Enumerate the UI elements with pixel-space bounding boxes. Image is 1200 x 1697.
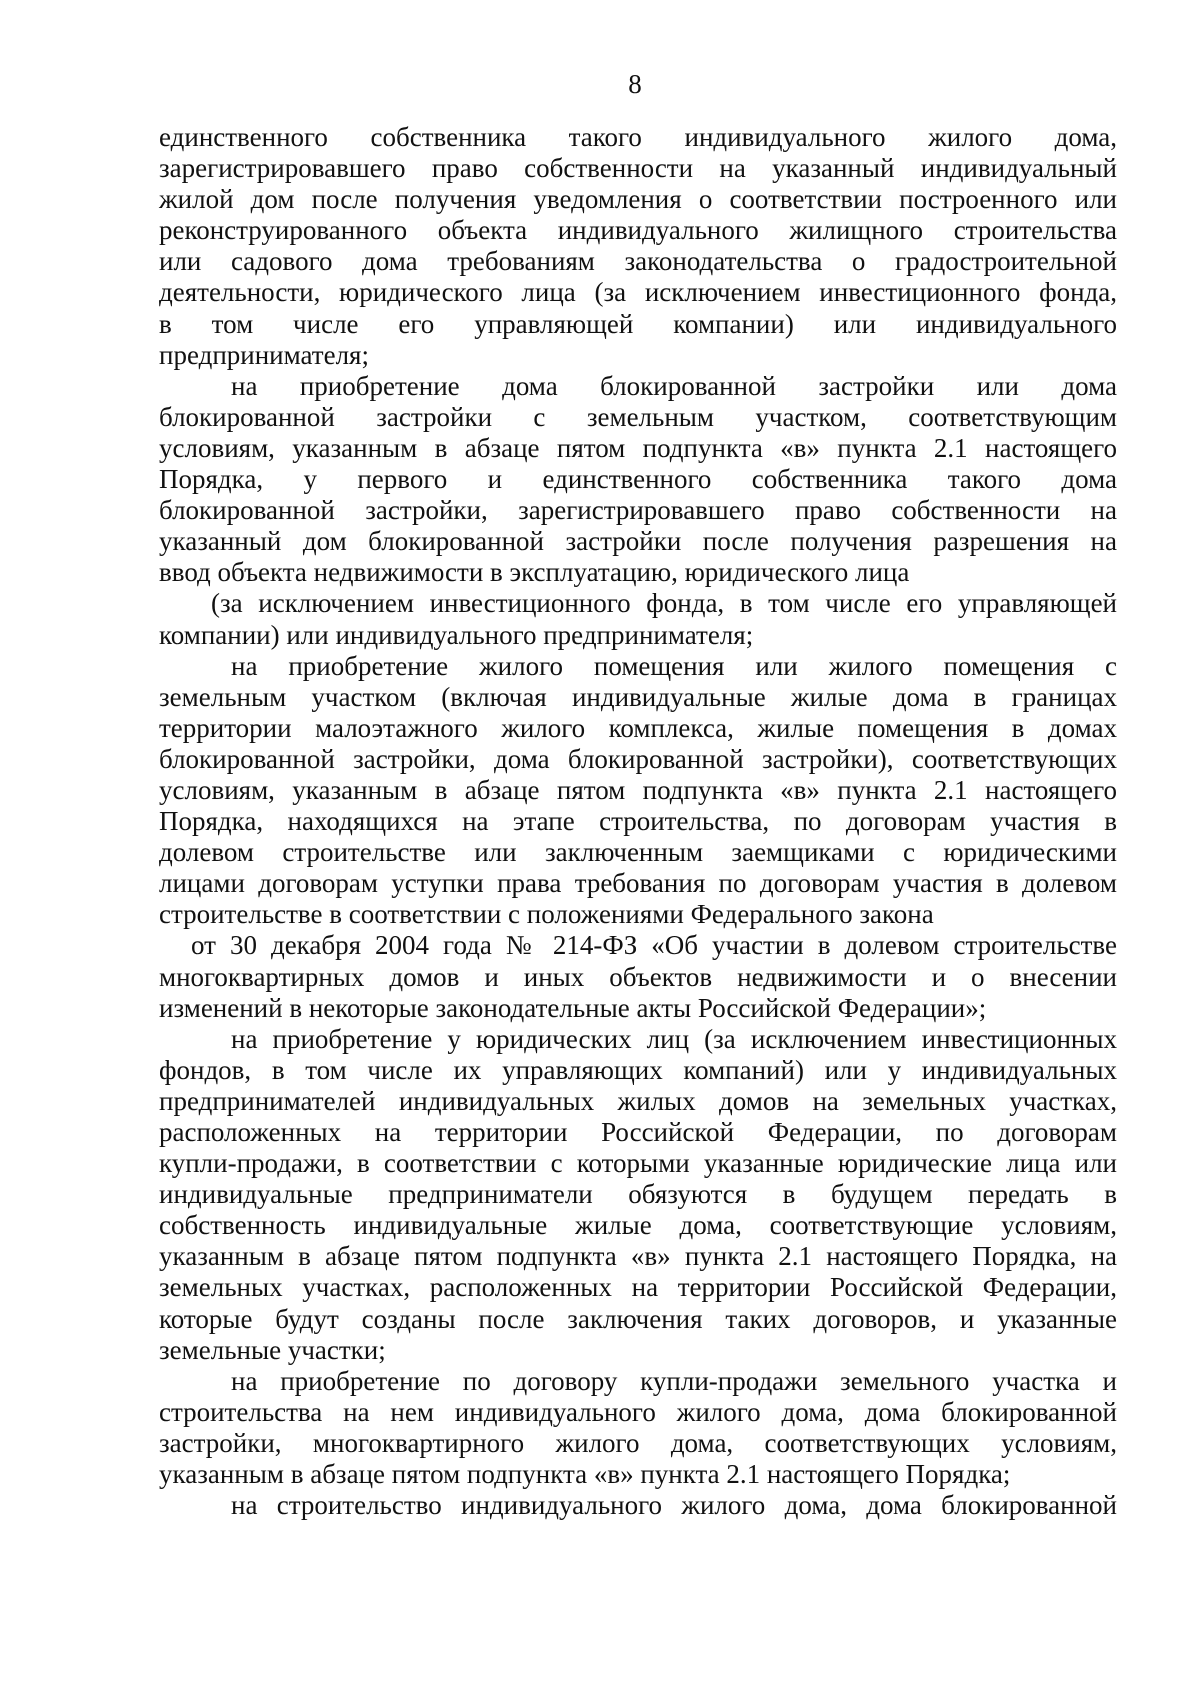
text-line: на строительство индивидуального жилого дома, дома блокированной — [231, 1490, 1117, 1521]
text-line: единственного собственника такого индивидуального жилого дома, — [159, 122, 1117, 152]
text-line: которые будут созданы после заключения таких договоров, и указанные — [159, 1303, 1117, 1334]
text-line: зарегистрировавшего право собственности на указанный индивидуальный — [159, 153, 1117, 184]
text-line: на приобретение жилого помещения или жилого помещения с — [231, 650, 1117, 681]
text-line: расположенных на территории Российской Федерации, по договорам — [159, 1117, 1117, 1147]
text-line: многоквартирных домов и иных объектов недвижимости и о внесении — [159, 961, 1117, 992]
text-line: строительстве в соответствии с положениями Федерального закона — [159, 899, 934, 930]
text-line: индивидуальные предприниматели обязуются в будущем передать в — [159, 1179, 1117, 1210]
text-line: на приобретение дома блокированной застройки или дома — [231, 370, 1117, 401]
text-line: указанный дом блокированной застройки после получения разрешения на — [159, 526, 1117, 557]
text-line: блокированной застройки с земельным участком, соответствующим — [159, 401, 1117, 432]
text-line: лицами договорам уступки права требования по договорам участия в долевом — [159, 868, 1117, 899]
text-line: земельным участком (включая индивидуальные жилые дома в границах — [159, 681, 1117, 712]
text-line: условиям, указанным в абзаце пятом подпункта «в» пункта 2.1 настоящего — [159, 774, 1117, 805]
text-line: на приобретение по договору купли-продажи земельного участка и — [231, 1365, 1117, 1396]
text-line: или садового дома требованиям законодательства о градостроительной — [159, 246, 1117, 277]
text-line: указанным в абзаце пятом подпункта «в» пункта 2.1 настоящего Порядка; — [159, 1459, 1011, 1490]
text-line: территории малоэтажного жилого комплекса, жилые помещения в домах — [159, 712, 1117, 743]
text-line: компании) или индивидуального предпринимателя; — [159, 619, 754, 650]
text-line: (за исключением инвестиционного фонда, в том числе его управляющей — [211, 588, 1117, 619]
text-line: в том числе его управляющей компании) или индивидуального — [159, 308, 1117, 339]
text-line: указанным в абзаце пятом подпункта «в» пункта 2.1 настоящего Порядка, на — [159, 1241, 1117, 1272]
text-line: земельных участках, расположенных на территории Российской Федерации, — [159, 1272, 1117, 1303]
text-line: купли-продажи, в соответствии с которыми указанные юридические лица или — [159, 1148, 1117, 1179]
text-line: от 30 декабря 2004 года № 214-ФЗ «Об участии в долевом строительстве — [191, 930, 1117, 961]
text-line: земельные участки; — [159, 1334, 386, 1365]
text-line: изменений в некоторые законодательные акты Российской Федерации»; — [159, 992, 987, 1023]
text-line: предпринимателя; — [159, 339, 369, 370]
text-line: долевом строительстве или заключенным заемщиками с юридическими — [159, 837, 1117, 868]
document-body — [159, 122, 1117, 1521]
text-line: жилой дом после получения уведомления о соответствии построенного или — [159, 184, 1117, 215]
text-line: предпринимателей индивидуальных жилых домов на земельных участках, — [159, 1085, 1117, 1116]
text-line: на приобретение у юридических лиц (за исключением инвестиционных — [231, 1023, 1117, 1054]
text-line: застройки, многоквартирного жилого дома, соответствующих условиям, — [159, 1427, 1117, 1458]
text-line: деятельности, юридического лица (за исключением инвестиционного фонда, — [159, 277, 1117, 308]
text-line: блокированной застройки, дома блокированной застройки), соответствующих — [159, 743, 1117, 774]
text-line: Порядка, у первого и единственного собственника такого дома — [159, 464, 1117, 495]
text-line: собственность индивидуальные жилые дома, соответствующие условиям, — [159, 1210, 1117, 1241]
text-line: реконструированного объекта индивидуального жилищного строительства — [159, 215, 1117, 246]
text-line: строительства на нем индивидуального жилого дома, дома блокированной — [159, 1396, 1117, 1427]
text-line: Порядка, находящихся на этапе строительства, по договорам участия в — [159, 806, 1117, 837]
page-number: 8 — [628, 69, 642, 99]
text-line: блокированной застройки, зарегистрировавшего право собственности на — [159, 495, 1117, 526]
text-line: ввод объекта недвижимости в эксплуатацию, юридического лица — [159, 557, 910, 588]
text-line: фондов, в том числе их управляющих компаний) или у индивидуальных — [159, 1054, 1117, 1085]
text-line: условиям, указанным в абзаце пятом подпункта «в» пункта 2.1 настоящего — [159, 432, 1117, 463]
